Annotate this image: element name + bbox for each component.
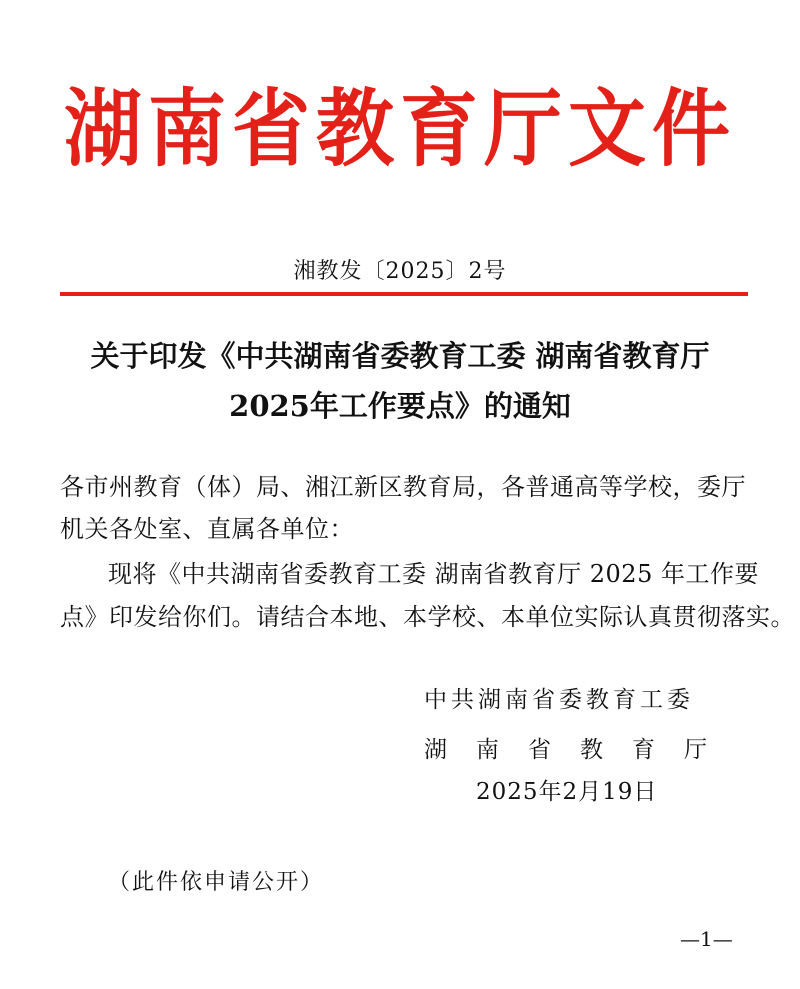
body-paragraph-line-2: 点》印发给你们。请结合本地、本学校、本单位实际认真贯彻落实。 bbox=[60, 603, 795, 631]
signature-date: 2025年2月19日 bbox=[476, 779, 658, 805]
notice-heading-line-2: 2025年工作要点》的通知 bbox=[229, 389, 571, 423]
signature-organization-2: 湖南省教育厅 bbox=[424, 737, 736, 763]
body-paragraph-line-1: 现将《中共湖南省委教育工委 湖南省教育厅 2025 年工作要 bbox=[108, 560, 759, 588]
addressee-line-2: 机关各处室、直属各单位： bbox=[60, 515, 354, 543]
masthead-title: 湖南省教育厅文件 bbox=[63, 81, 736, 179]
document-number: 湘教发〔2025〕2号 bbox=[293, 259, 507, 284]
page-number: —1— bbox=[680, 927, 733, 951]
disclosure-note: （此件依申请公开） bbox=[108, 870, 325, 895]
addressee-line-1: 各市州教育（体）局、湘江新区教育局，各普通高等学校，委厅 bbox=[60, 473, 746, 501]
signature-organization-1: 中共湖南省委教育工委 bbox=[424, 687, 694, 713]
notice-heading-line-1: 关于印发《中共湖南省委教育工委 湖南省教育厅 bbox=[90, 339, 710, 373]
red-separator-rule bbox=[60, 292, 748, 296]
